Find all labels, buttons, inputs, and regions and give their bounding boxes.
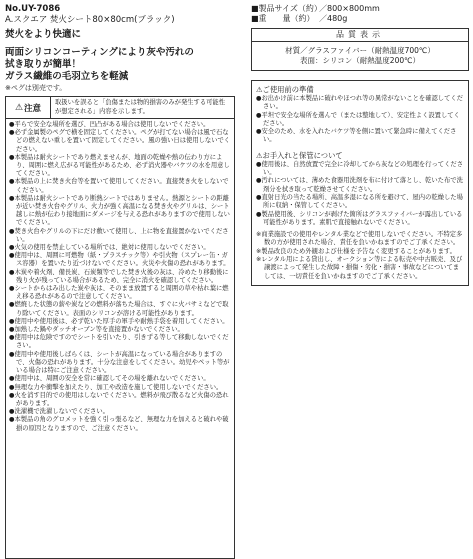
care-title: ⚠お手入れと保管について [256, 150, 343, 160]
list-item: ●使用後は、自然放置で完全に冷却してから灰などの処理を行ってください。 [256, 160, 463, 177]
list-item: ●平らで安全な場所を選び、凹凸がある場合は使用しないでください。 [9, 121, 210, 128]
peg-note: ※ペグは別売です。 [5, 84, 67, 92]
before-use-list [256, 95, 464, 145]
list-item: ●使用中は、周囲の安全を常に確認してその場を離れないでください。 [9, 375, 210, 383]
right-column [251, 4, 469, 286]
list-item: ●汚れについては、薄めた食器用洗剤を布に付けて落とし、乾いた布で洗剤分を拭き取って乾燥させてください。 [256, 177, 463, 193]
notes-block [256, 231, 464, 281]
spec-value: ／480g [319, 14, 348, 23]
care-list [256, 161, 464, 227]
list-item: ●直射日光の当たる場所、高温多湿になる所を避けて、屋内の乾燥した場所に収納・保管してください。 [256, 193, 463, 210]
list-item: ●使用中は危険ですのでシートを引いたり、引きずる等して移動しないでください。 [9, 334, 229, 350]
list-item: ●使用中は、周囲に可燃物（紙・プラスチック等）や引火物（スプレー缶・ガス容器）を置いたり近づけないでください。火災や火傷の恐れがあります。 [9, 252, 230, 268]
list-item: ●本製品は耐火シートであり燃えませんが、地面の乾燥や熱の伝わり方により、周囲に燃え広がる可能性があるため、必ず消火器やバケツの水を用意してください。 [9, 153, 230, 178]
list-item: ●本製品は耐火シートであり断熱シートではありません。熱源とシートの距離が近い焚き火台やグリル、火力が強く高温になる焚き火やグリルは、シート越しに熱が伝わり接地面にダメージを与える恐れがありますので使用しないでください。 [9, 194, 230, 227]
surface-line: 表面：シリコン（耐熱温度200℃） [299, 56, 421, 65]
spec-row-size [251, 4, 469, 14]
list-item: ●使用中や使用後は、必ず乾いた厚手の軍手や耐熱手袋を着用してください。 [9, 317, 229, 325]
list-item: ●安全のため、水を入れたバケツ等を側に置いて緊急時に備えてください。 [256, 128, 457, 144]
caution-description: 取扱いを誤ると「負傷または物的損害のみが発生する可能性が想定される」内容を示します。 [55, 99, 226, 115]
list-item: ●無理な力や衝撃を加えたり、加工や改造を施して使用しないでください。 [9, 383, 223, 391]
model-number: No.UY-7086 [5, 4, 61, 14]
spec-label: ■製品サイズ（約） [251, 4, 322, 13]
headline-main: 焚火をより快適に [5, 29, 82, 40]
warning-triangle-icon: ⚠ [14, 102, 24, 113]
list-item: ●火を消す目的での使用はしないでください。燃料が飛び散るなど火傷の恐れがあります。 [9, 391, 229, 407]
quality-label-table [251, 28, 469, 71]
list-item: ●必ず金属製のペグで横を固定してください。ペグが打てない場合は風で石などの燃えない重しを置いて固定してください。風の強い日は使用しないでください。 [9, 129, 231, 153]
caution-title-box [6, 97, 51, 118]
footnote: ※商業施設での使用やレンタル業などで使用しないでください。不特定多数の方が使用された場合、責任を負いかねますのでご了承ください。 [256, 231, 463, 247]
material-line: 材質／グラスファイバー（耐熱温度700℃） [285, 46, 435, 55]
footnote: ※製品改良のため外観および仕様を予告なく変更することがあります。 [256, 247, 456, 255]
headline-fiber: ガラス繊維の毛羽立ちを軽減 [5, 71, 129, 82]
left-column [5, 4, 235, 559]
list-item: ●お出かけ前に本製品に破れやほつれ等の異常がないことを確認してください。 [256, 95, 463, 111]
caution-body [5, 119, 235, 559]
list-item: ●シートからはみ出した炭や灰は、そのまま放置すると周囲の草や枯れ葉に燃え移る恐れがあるので注意してください。 [9, 285, 229, 301]
list-item: ●本製品の角のグロメットを強く引っ張るなど、無理な力を加えると破れや破損の原因となりますので、ご注意ください。 [9, 416, 229, 432]
before-use-title: ⚠ご使用前の準備 [256, 85, 314, 94]
spec-label: ■重 量（約） [251, 14, 315, 23]
list-item: ●燃焼した状態の薪や炭などの燃料が落ちた場合は、すぐに火バサミなどで取り除いてください。表面のシリコンが溶ける可能性があります。 [9, 301, 229, 317]
usage-box [251, 80, 469, 286]
quality-label-content [252, 42, 468, 70]
list-item: ●洗濯機で洗濯しないでください。 [9, 408, 109, 416]
headline-silicone: 両面シリコンコーティングにより灰や汚れの [5, 47, 194, 58]
list-item: ●加熱した鍋やダッチオーブン等を直接置かないでください。 [9, 326, 184, 334]
list-item: ●製品使用後、シリコンが剥げた箇所はグラスファイバーが露出している可能性があります。素肌で直接触れないでください。 [256, 210, 463, 226]
quality-label-title: 品質表示 [252, 29, 468, 42]
list-item: ●火気の使用を禁止している場所では、絶対に使用しないでください。 [9, 244, 210, 252]
caution-header [5, 96, 235, 119]
list-item: ●木炭や着火剤、備長炭、石炭類等でした焚き火後の灰は、冷めたり移動後に残り火が残っている場合があるため、完全に消火を確認してください。 [9, 268, 229, 284]
caution-title: 注意 [24, 103, 42, 114]
list-item: ●本製品の上に焚き火台等を置いて使用してください。直接焚き火をしないでください。 [9, 178, 229, 194]
spec-value: ／800×800mm [319, 4, 380, 13]
list-item: ●使用中や使用後しばらくは、シートが高温になっている場合がありますので、火傷の恐れがあります。十分な注意をしてください。幼児やペット等がいる場合は特にご注意ください。 [9, 350, 230, 375]
product-name: A.スクエア 焚火シート80×80cm(ブラック) [5, 15, 175, 25]
list-item: ●焚き火台やグリルの下にだけ敷いて使用し、上に物を直接置かないでください。 [9, 227, 229, 243]
caution-list [9, 121, 231, 433]
list-item: ●平坦で安全な場所を選んで（または整地して）、安定性よく設置してください。 [256, 111, 460, 127]
spec-row-weight [251, 14, 469, 24]
headline-wipe: 拭き取りが簡単！ [5, 59, 82, 70]
footnote: ※レンタル用による貸出し、オークション等による転売や中古販売、及び譲渡によって発生した故障・損傷・劣化・損害・事故などについてましては、一切責任を負いかねますのでご了承ください。 [256, 256, 463, 280]
